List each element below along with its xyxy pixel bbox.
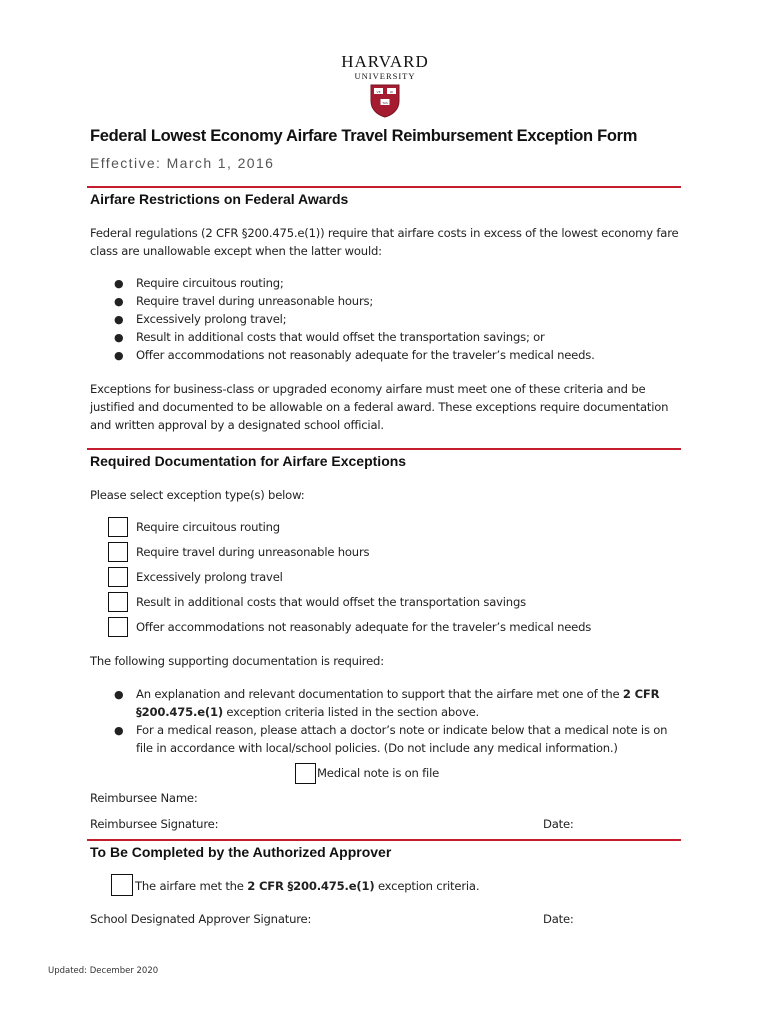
criteria-item: Require travel during unreasonable hours; bbox=[136, 294, 374, 308]
reimbursee-name-label: Reimbursee Name: bbox=[90, 791, 198, 805]
section-heading-approver: To Be Completed by the Authorized Approver bbox=[90, 844, 392, 860]
intro-line: Federal regulations (2 CFR §200.475.e(1)) require that airfare costs in excess of the lowest economy fare bbox=[90, 226, 679, 240]
bullet-icon: ● bbox=[114, 349, 124, 362]
bullet-icon: ● bbox=[114, 277, 124, 290]
section-heading-restrictions: Airfare Restrictions on Federal Awards bbox=[90, 191, 349, 207]
reimbursee-date-label: Date: bbox=[543, 817, 574, 831]
option-label: Excessively prolong travel bbox=[136, 570, 283, 584]
doc-requirement-2-cont: file in accordance with local/school policies. (Do not include any medical information.) bbox=[136, 741, 618, 755]
bullet-icon: ● bbox=[114, 295, 124, 308]
criteria-item: Result in additional costs that would offset the transportation savings; or bbox=[136, 330, 545, 344]
checkbox-prolong-travel[interactable] bbox=[108, 567, 128, 587]
doc-requirement-1-cont: §200.475.e(1) exception criteria listed in the section above. bbox=[136, 705, 480, 719]
approver-date-label: Date: bbox=[543, 912, 574, 926]
section-rule bbox=[87, 186, 681, 188]
updated-note: Updated: December 2020 bbox=[48, 966, 159, 976]
bullet-icon: ● bbox=[114, 688, 124, 701]
checkbox-medical-note[interactable] bbox=[295, 763, 316, 784]
svg-text:RI: RI bbox=[390, 90, 393, 94]
checkbox-circuitous-routing[interactable] bbox=[108, 517, 128, 537]
svg-text:TAS: TAS bbox=[382, 101, 388, 105]
criteria-item: Offer accommodations not reasonably adequate for the traveler’s medical needs. bbox=[136, 348, 595, 362]
medical-note-label: Medical note is on file bbox=[317, 766, 440, 780]
checkbox-additional-costs[interactable] bbox=[108, 592, 128, 612]
checkbox-unreasonable-hours[interactable] bbox=[108, 542, 128, 562]
section-heading-documentation: Required Documentation for Airfare Exceptions bbox=[90, 453, 407, 469]
svg-text:VE: VE bbox=[376, 90, 381, 94]
option-label: Offer accommodations not reasonably adequate for the traveler’s medical needs bbox=[136, 620, 592, 634]
harvard-wordmark: HARVARD bbox=[341, 52, 429, 71]
bullet-icon: ● bbox=[114, 724, 124, 737]
section-rule bbox=[87, 448, 681, 450]
doc-requirement-1: An explanation and relevant documentation to support that the airfare met one of the 2 CFR bbox=[136, 687, 660, 701]
supporting-prompt: The following supporting documentation is required: bbox=[90, 654, 384, 668]
approver-signature-label: School Designated Approver Signature: bbox=[90, 912, 312, 926]
bullet-icon: ● bbox=[114, 313, 124, 326]
reimbursee-signature-label: Reimbursee Signature: bbox=[90, 817, 219, 831]
effective-date: Effective: March 1, 2016 bbox=[90, 155, 275, 171]
harvard-shield-icon bbox=[370, 84, 400, 118]
exceptions-line: and written approval by a designated school official. bbox=[90, 418, 384, 432]
checkbox-approver-criteria[interactable] bbox=[111, 874, 133, 896]
criteria-item: Excessively prolong travel; bbox=[136, 312, 287, 326]
criteria-item: Require circuitous routing; bbox=[136, 276, 284, 290]
checkbox-medical-accommodations[interactable] bbox=[108, 617, 128, 637]
intro-line: class are unallowable except when the latter would: bbox=[90, 244, 382, 258]
select-prompt: Please select exception type(s) below: bbox=[90, 488, 305, 502]
option-label: Require travel during unreasonable hours bbox=[136, 545, 370, 559]
approval-statement: The airfare met the 2 CFR §200.475.e(1) exception criteria. bbox=[135, 879, 480, 893]
form-title: Federal Lowest Economy Airfare Travel Reimbursement Exception Form bbox=[90, 127, 638, 145]
option-label: Result in additional costs that would offset the transportation savings bbox=[136, 595, 526, 609]
doc-requirement-2: For a medical reason, please attach a doctor’s note or indicate below that a medical note is on bbox=[136, 723, 668, 737]
exceptions-line: justified and documented to be allowable on a federal award. These exceptions require documentation bbox=[90, 400, 669, 414]
option-label: Require circuitous routing bbox=[136, 520, 280, 534]
exceptions-line: Exceptions for business-class or upgraded economy airfare must meet one of these criteria and be bbox=[90, 382, 646, 396]
bullet-icon: ● bbox=[114, 331, 124, 344]
section-rule bbox=[87, 839, 681, 841]
university-wordmark: UNIVERSITY bbox=[354, 71, 416, 81]
